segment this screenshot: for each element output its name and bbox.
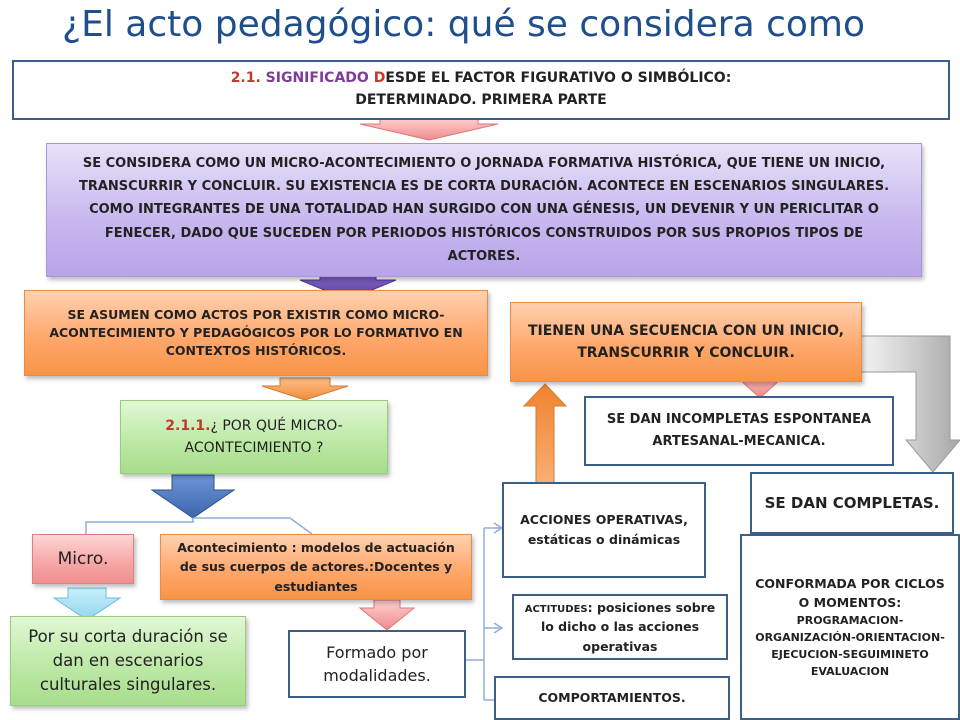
actitudes-box [512, 594, 728, 660]
porque-box [120, 400, 388, 474]
acciones-text: ACCIONES OPERATIVAS, estáticas o dinámicas [520, 512, 688, 547]
conformada-heading: CONFORMADA POR CICLOS O MOMENTOS: [755, 575, 945, 610]
section-header-box [12, 60, 950, 120]
acciones-box [502, 482, 706, 578]
section-number: 2.1. [230, 70, 261, 87]
secuencia-box [510, 302, 862, 382]
connector-acontecimiento [193, 518, 312, 534]
section-significado: SIGNIFICADO [260, 70, 374, 87]
modalidades-text: Formado por modalidades. [323, 642, 431, 685]
conformada-box [740, 534, 960, 720]
definition-box [46, 143, 922, 277]
connector-micro [86, 518, 193, 534]
corta-duracion-text: Por su corta duración se dan en escenarios culturales singulares. [28, 627, 228, 694]
arrow-acontecimiento-down [360, 600, 414, 630]
porque-text: ¿ POR QUÉ MICRO-ACONTECIMIENTO ? [184, 417, 343, 456]
modalidades-box [288, 630, 466, 698]
definition-text: SE CONSIDERA COMO UN MICRO-ACONTECIMIENTO O JORNADA FORMATIVA HISTÓRICA, QUE TIENE UN INICIO, TRANSCURRIR Y CONCLUIR. SU EXISTENCIA ES DE CORTA DURACIÓN. ACONTECE EN ESCENARIOS SINGULARES. COMO INTEGRANTES DE UNA TOTALIDAD HAN SURGIDO CON UNA GÉNESIS, UN DEVENIR Y UN PERICLITAR O FENECER, DADO QUE SUCEDEN POR PERIODOS HISTÓRICOS CONSTRUIDOS POR SUS PROPIOS TIPOS DE ACTORES. [78, 155, 890, 265]
micro-text: Micro. [57, 548, 109, 569]
asumen-text: SE ASUMEN COMO ACTOS POR EXISTIR COMO MICRO-ACONTECIMIENTO Y PEDAGÓGICOS POR LO FORMATIVO EN CONTEXTOS HISTÓRICOS. [49, 306, 463, 359]
completas-text: SE DAN COMPLETAS. [764, 494, 940, 512]
corta-duracion-box [10, 616, 246, 706]
actitudes-text: : posiciones sobre lo dicho o las acciones operativas [540, 599, 716, 654]
arrow-porque-down [152, 475, 234, 518]
porque-number: 2.1.1. [165, 417, 211, 434]
incompletas-box [584, 396, 894, 466]
acontecimiento-box [160, 534, 472, 600]
arrow-acciones-up [524, 384, 566, 492]
comportamientos-box [494, 676, 730, 720]
acontecimiento-text: Acontecimiento : modelos de actuación de sus cuerpos de actores.:Docentes y estudiantes [177, 539, 455, 594]
asumen-box [24, 290, 488, 376]
comportamientos-text: COMPORTAMIENTOS. [538, 689, 686, 705]
arrow-header-down [360, 118, 498, 140]
arrow-asumen-down [262, 378, 348, 400]
section-heading-rest: ESDE EL FACTOR FIGURATIVO O SIMBÓLICO: [385, 70, 732, 87]
secuencia-text: TIENEN UNA SECUENCIA CON UN INICIO, TRANSCURRIR Y CONCLUIR. [527, 322, 844, 361]
section-subheading: DETERMINADO. PRIMERA PARTE [355, 92, 607, 108]
section-d: D [373, 70, 386, 87]
page-title: ¿El acto pedagógico: qué se considera como [62, 4, 865, 45]
conformada-list: PROGRAMACION-ORGANIZACIÓN-ORIENTACION-EJECUCION-SEGUIMINETO EVALUACION [755, 614, 945, 679]
actitudes-lead: ACTITUDES [524, 603, 588, 615]
incompletas-text: SE DAN INCOMPLETAS ESPONTANEA ARTESANAL-MECANICA. [606, 411, 872, 449]
completas-box [750, 472, 954, 534]
micro-box [32, 534, 134, 584]
